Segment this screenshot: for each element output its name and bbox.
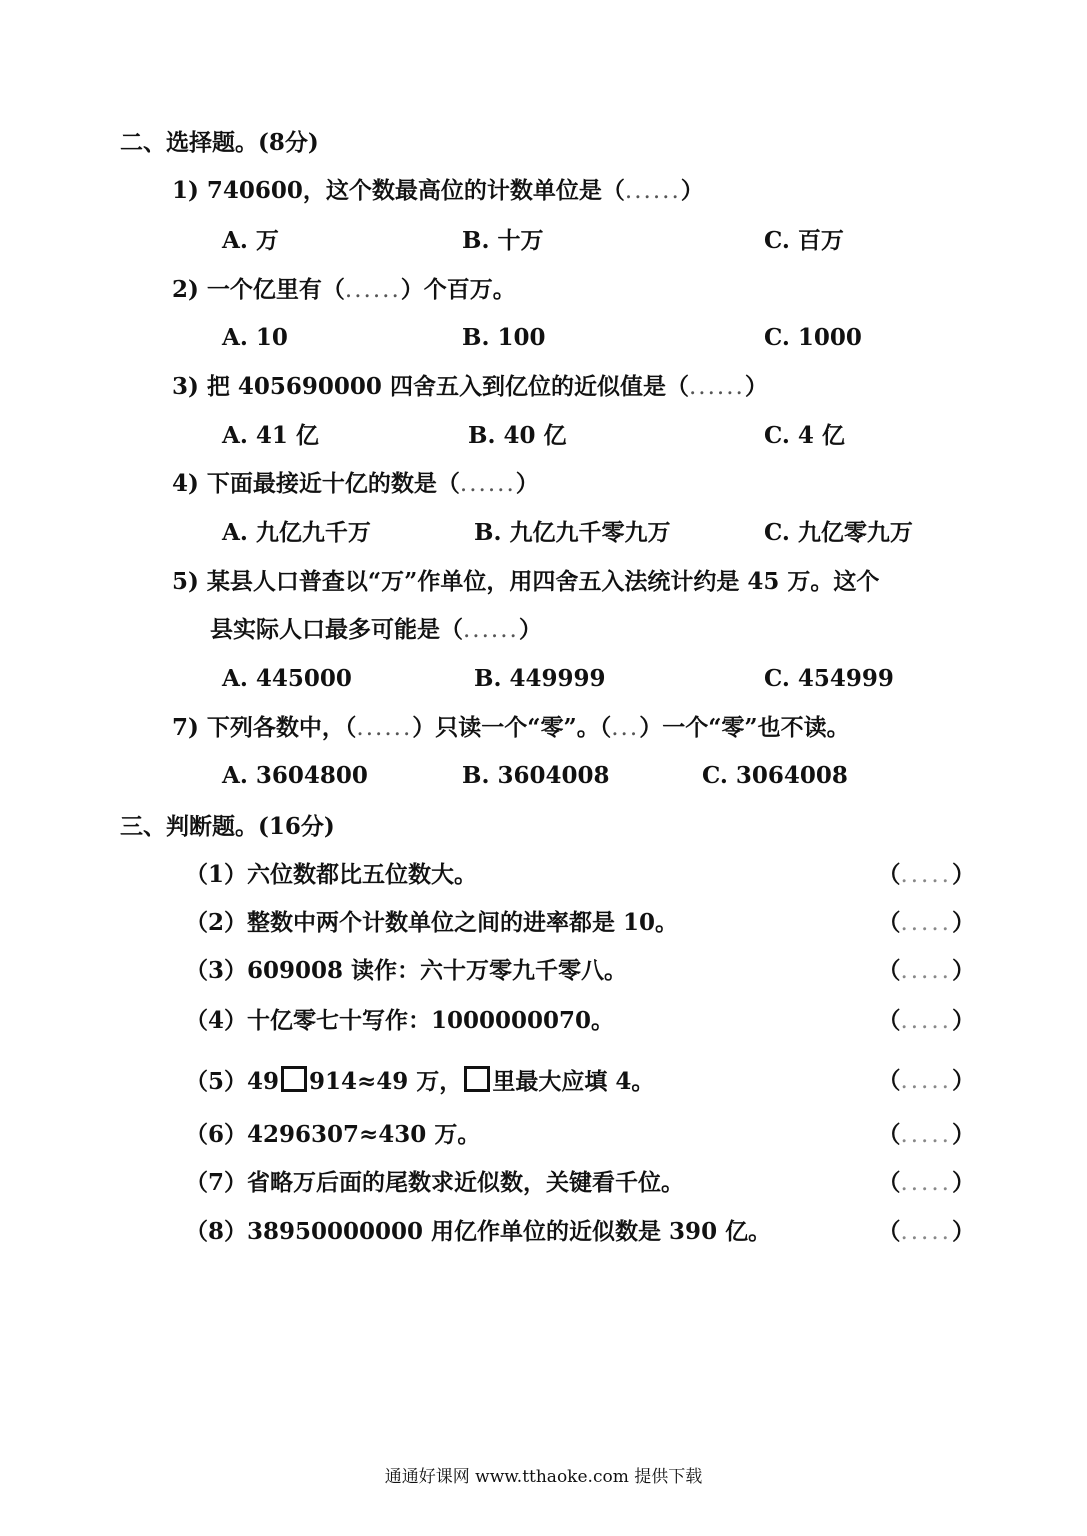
answer-paren[interactable]: （.....）: [877, 861, 975, 888]
judge-item-2-text: （2）整数中两个计数单位之间的进率都是 10。: [185, 909, 679, 936]
q4-option-a: A. 九亿九千万: [222, 519, 371, 546]
question-1-stem: 1) 740600，这个数最高位的计数单位是（: [172, 177, 625, 204]
question-1: [172, 176, 704, 206]
q7-option-b: B. 3604008: [462, 762, 610, 789]
judge-item-5-prefix: （5）49: [185, 1068, 280, 1095]
paren-close: ）: [952, 909, 975, 936]
q1-option-c: C. 百万: [764, 227, 844, 254]
answer-paren[interactable]: （.....）: [877, 909, 975, 936]
question-2: [172, 275, 516, 305]
footer-source: 通通好课网 www.tthaoke.com 提供下载: [384, 1467, 703, 1487]
judge-item-6-text: （6）4296307≈430 万。: [185, 1121, 481, 1148]
judge-item-3-text: （3）609008 读作：六十万零九千零八。: [185, 957, 628, 984]
judge-item-4: [185, 1006, 975, 1036]
answer-paren[interactable]: （.....）: [877, 1218, 975, 1245]
blank-box-icon: [464, 1066, 490, 1092]
q2-option-a: A. 10: [222, 324, 288, 351]
q7-option-c: C. 3064008: [702, 762, 848, 789]
q7-option-a: A. 3604800: [222, 762, 368, 789]
question-5-stem-end: ）: [518, 616, 542, 643]
q5-option-b: B. 449999: [474, 665, 606, 692]
judge-item-1: [185, 860, 975, 890]
answer-blank[interactable]: ......: [344, 277, 401, 303]
question-7-stem-end: ）一个“零”也不读。: [639, 714, 850, 741]
blank-box-icon: [281, 1066, 307, 1092]
paren-close: ）: [952, 1218, 975, 1245]
judge-item-7: [185, 1168, 975, 1198]
paren-open: （: [877, 861, 901, 888]
answer-blank[interactable]: ...: [611, 715, 640, 741]
judge-item-2: [185, 908, 975, 938]
answer-paren[interactable]: （.....）: [877, 1169, 975, 1196]
question-4: [172, 469, 539, 499]
judge-item-8: [185, 1217, 975, 1247]
paren-close: ）: [952, 861, 975, 888]
judge-item-5-suffix: 里最大应填 4。: [492, 1068, 655, 1095]
answer-blank[interactable]: ......: [459, 471, 516, 497]
paren-open: （: [877, 1067, 901, 1094]
paren-open: （: [877, 1007, 901, 1034]
paren-close: ）: [952, 1121, 975, 1148]
answer-paren[interactable]: （.....）: [877, 1121, 975, 1148]
judge-item-5-middle: 914≈49 万，: [309, 1068, 463, 1095]
question-3-stem: 3) 把 405690000 四舍五入到亿位的近似值是（: [172, 373, 689, 400]
section2-title: 二、选择题。(8分): [120, 129, 319, 156]
q5-option-c: C. 454999: [764, 665, 894, 692]
q3-option-a: A. 41 亿: [222, 422, 319, 449]
q2-option-b: B. 100: [462, 324, 546, 351]
question-7: [172, 713, 850, 743]
answer-blank[interactable]: ......: [688, 374, 745, 400]
q2-option-c: C. 1000: [764, 324, 862, 351]
answer-paren[interactable]: （.....）: [877, 1007, 975, 1034]
judge-item-7-text: （7）省略万后面的尾数求近似数，关键看千位。: [185, 1169, 685, 1196]
question-4-stem-end: ）: [515, 470, 539, 497]
paren-open: （: [877, 957, 901, 984]
judge-item-4-text: （4）十亿零七十写作：1000000070。: [185, 1007, 615, 1034]
answer-blank[interactable]: ......: [356, 715, 413, 741]
answer-paren[interactable]: （.....）: [877, 1067, 975, 1094]
paren-close: ）: [952, 957, 975, 984]
paren-open: （: [877, 909, 901, 936]
answer-blank[interactable]: ......: [624, 178, 681, 204]
question-2-stem-end: ）个百万。: [400, 276, 516, 303]
question-1-stem-end: ）: [680, 177, 704, 204]
judge-item-6: [185, 1120, 975, 1150]
q3-option-c: C. 4 亿: [764, 422, 845, 449]
paren-open: （: [877, 1121, 901, 1148]
judge-item-3: [185, 956, 975, 986]
paren-close: ）: [952, 1169, 975, 1196]
judge-item-1-text: （1）六位数都比五位数大。: [185, 861, 478, 888]
answer-blank[interactable]: ......: [463, 617, 519, 643]
q4-option-c: C. 九亿零九万: [764, 519, 913, 546]
paren-close: ）: [952, 1067, 975, 1094]
judge-item-5: [185, 1066, 975, 1097]
question-7-stem: 7) 下列各数中，（: [172, 714, 357, 741]
question-2-stem: 2) 一个亿里有（: [172, 276, 345, 303]
question-3-stem-end: ）: [744, 373, 768, 400]
question-5: 5) 某县人口普查以“万”作单位，用四舍五入法统计约是 45 万。这个: [172, 568, 880, 595]
answer-paren[interactable]: （.....）: [877, 957, 975, 984]
question-3: [172, 372, 768, 402]
q1-option-b: B. 十万: [462, 227, 544, 254]
question-5-continued: [210, 615, 542, 645]
q4-option-b: B. 九亿九千零九万: [474, 519, 671, 546]
q1-option-a: A. 万: [222, 227, 279, 254]
question-5-stem-cont: 县实际人口最多可能是（: [210, 616, 463, 643]
paren-close: ）: [952, 1007, 975, 1034]
q5-option-a: A. 445000: [222, 665, 352, 692]
section3-title: 三、判断题。(16分): [120, 813, 335, 840]
paren-open: （: [877, 1218, 901, 1245]
question-7-stem-mid: ）只读一个“零”。（: [412, 714, 612, 741]
q3-option-b: B. 40 亿: [468, 422, 567, 449]
paren-open: （: [877, 1169, 901, 1196]
judge-item-8-text: （8）38950000000 用亿作单位的近似数是 390 亿。: [185, 1218, 772, 1245]
question-4-stem: 4) 下面最接近十亿的数是（: [172, 470, 460, 497]
